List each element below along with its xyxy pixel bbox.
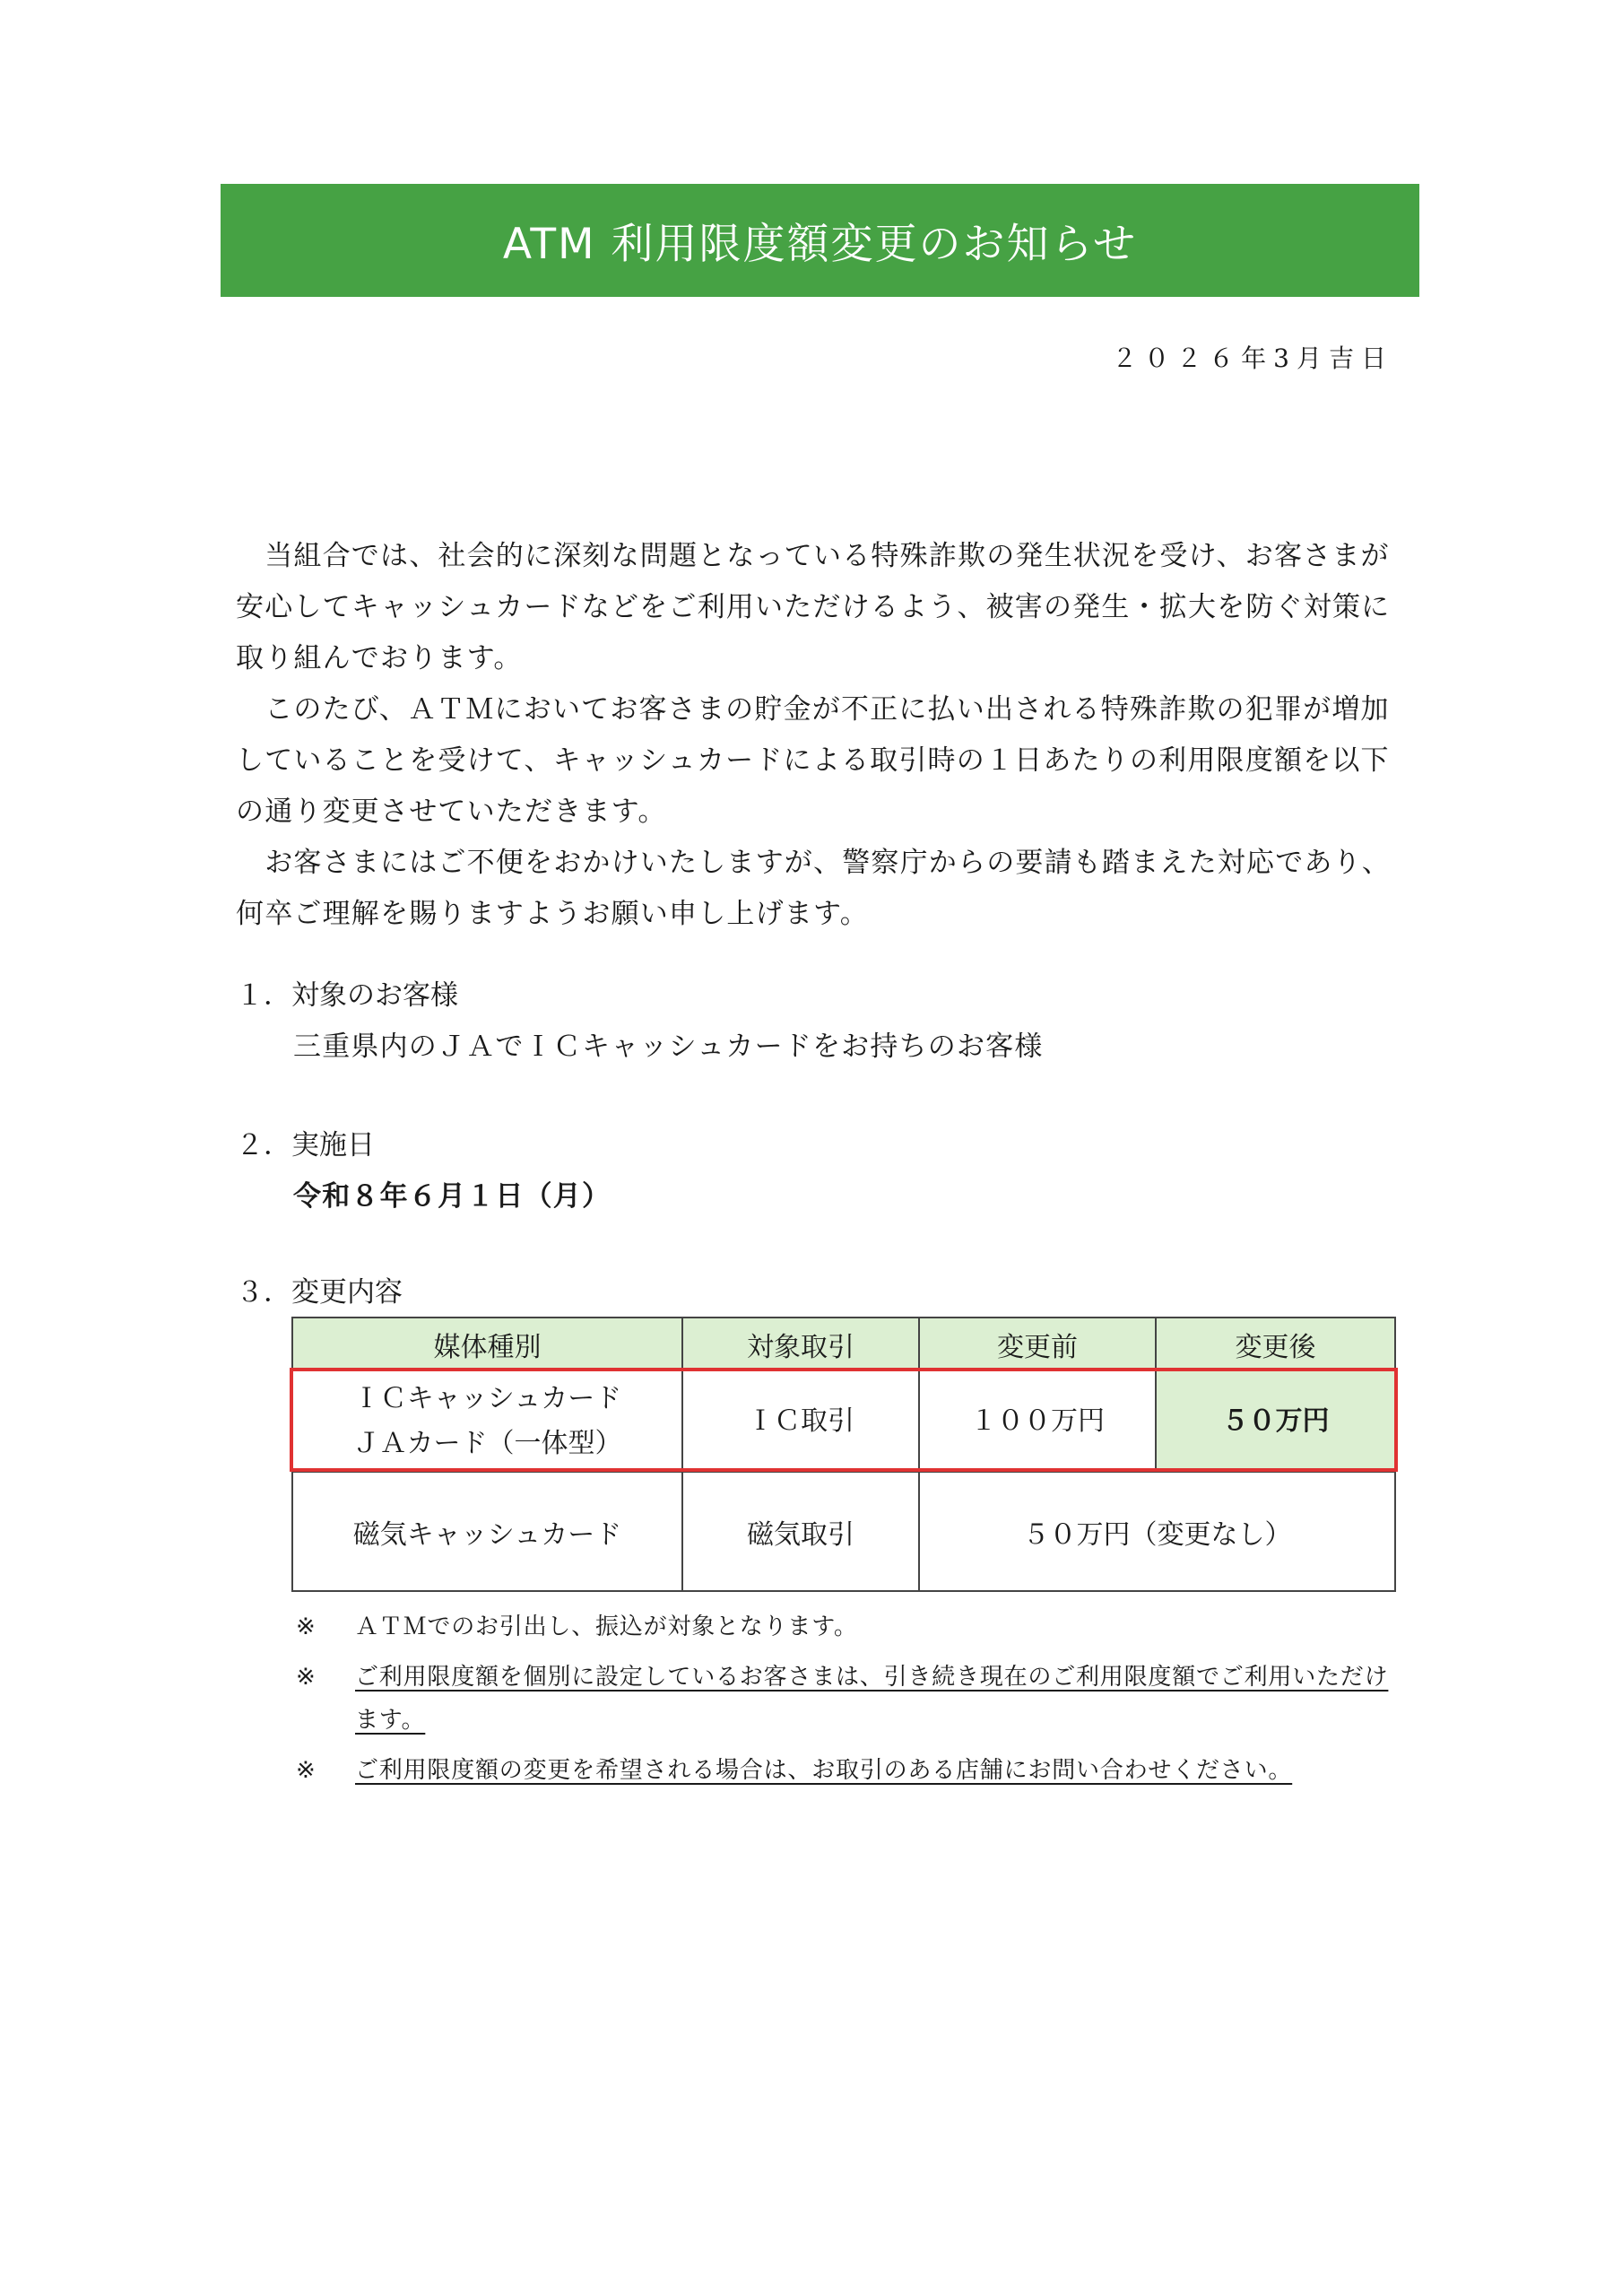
section-1-number: １． bbox=[236, 979, 291, 1012]
section-3-heading bbox=[236, 1267, 403, 1318]
media-type-ic-card: ＩＣキャッシュカード bbox=[352, 1382, 622, 1414]
issue-date: ２０２６年3月吉日 bbox=[1112, 344, 1393, 373]
note-mark: ※ bbox=[296, 1664, 316, 1691]
table-row bbox=[292, 1370, 1395, 1472]
transaction-cell: 磁気取引 bbox=[682, 1472, 919, 1591]
table-header-row bbox=[292, 1318, 1395, 1370]
section-2-heading bbox=[236, 1120, 375, 1171]
media-type-cell bbox=[292, 1370, 682, 1472]
after-limit-cell: ５０万円 bbox=[1156, 1370, 1395, 1472]
header-media-type: 媒体種別 bbox=[292, 1318, 682, 1370]
header-after: 変更後 bbox=[1156, 1318, 1395, 1370]
section-3-number: ３． bbox=[236, 1276, 291, 1309]
page-title: ATM 利用限度額変更のお知らせ bbox=[502, 219, 1138, 269]
note-item bbox=[296, 1749, 1412, 1792]
transaction-cell: ＩＣ取引 bbox=[682, 1370, 919, 1472]
section-2-title: 実施日 bbox=[291, 1129, 375, 1161]
section-1-title: 対象のお客様 bbox=[291, 979, 458, 1012]
before-limit-cell: １００万円 bbox=[919, 1370, 1156, 1472]
intro-text bbox=[236, 531, 1401, 940]
title-banner bbox=[221, 184, 1419, 297]
intro-paragraph-3: お客さまにはご不便をおかけいたしますが、警察庁からの要請も踏まえた対応であり、何卒ご理解を賜りますようお願い申し上げます。 bbox=[236, 847, 1391, 930]
note-text: ご利用限度額の変更を希望される場合は、お取引のある店舗にお問い合わせください。 bbox=[355, 1757, 1293, 1784]
notes-list bbox=[296, 1605, 1412, 1799]
note-text: ＡＴＭでのお引出し、振込が対象となります。 bbox=[355, 1613, 858, 1640]
section-2-number: ２． bbox=[236, 1129, 291, 1161]
note-text: ご利用限度額を個別に設定しているお客さまは、引き続き現在のご利用限度額でご利用いただけます。 bbox=[355, 1664, 1389, 1734]
section-1-heading bbox=[236, 970, 458, 1022]
limit-unchanged-cell: ５０万円（変更なし） bbox=[919, 1472, 1395, 1591]
intro-paragraph-2: このたび、ＡＴＭにおいてお客さまの貯金が不正に払い出される特殊詐欺の犯罪が増加していることを受けて、キャッシュカードによる取引時の１日あたりの利用限度額を以下の通り変更させていただきます。 bbox=[236, 693, 1390, 828]
note-mark: ※ bbox=[296, 1757, 316, 1784]
note-item bbox=[296, 1656, 1412, 1742]
media-type-cell: 磁気キャッシュカード bbox=[292, 1472, 682, 1591]
section-3-title: 変更内容 bbox=[291, 1276, 403, 1309]
section-2-content: 令和８年６月１日（月） bbox=[293, 1180, 612, 1213]
section-1-content: 三重県内のＪＡでＩＣキャッシュカードをお持ちのお客様 bbox=[293, 1031, 1044, 1063]
header-before: 変更前 bbox=[919, 1318, 1156, 1370]
table-row bbox=[292, 1472, 1395, 1591]
header-transaction: 対象取引 bbox=[682, 1318, 919, 1370]
limit-change-table bbox=[291, 1317, 1396, 1592]
intro-paragraph-1: 当組合では、社会的に深刻な問題となっている特殊詐欺の発生状況を受け、お客さまが安心してキャッシュカードなどをご利用いただけるよう、被害の発生・拡大を防ぐ対策に取り組んでおります。 bbox=[236, 540, 1391, 674]
note-mark: ※ bbox=[296, 1613, 316, 1640]
media-type-ja-card: ＪＡカード（一体型） bbox=[352, 1427, 622, 1459]
note-item bbox=[296, 1605, 1412, 1648]
